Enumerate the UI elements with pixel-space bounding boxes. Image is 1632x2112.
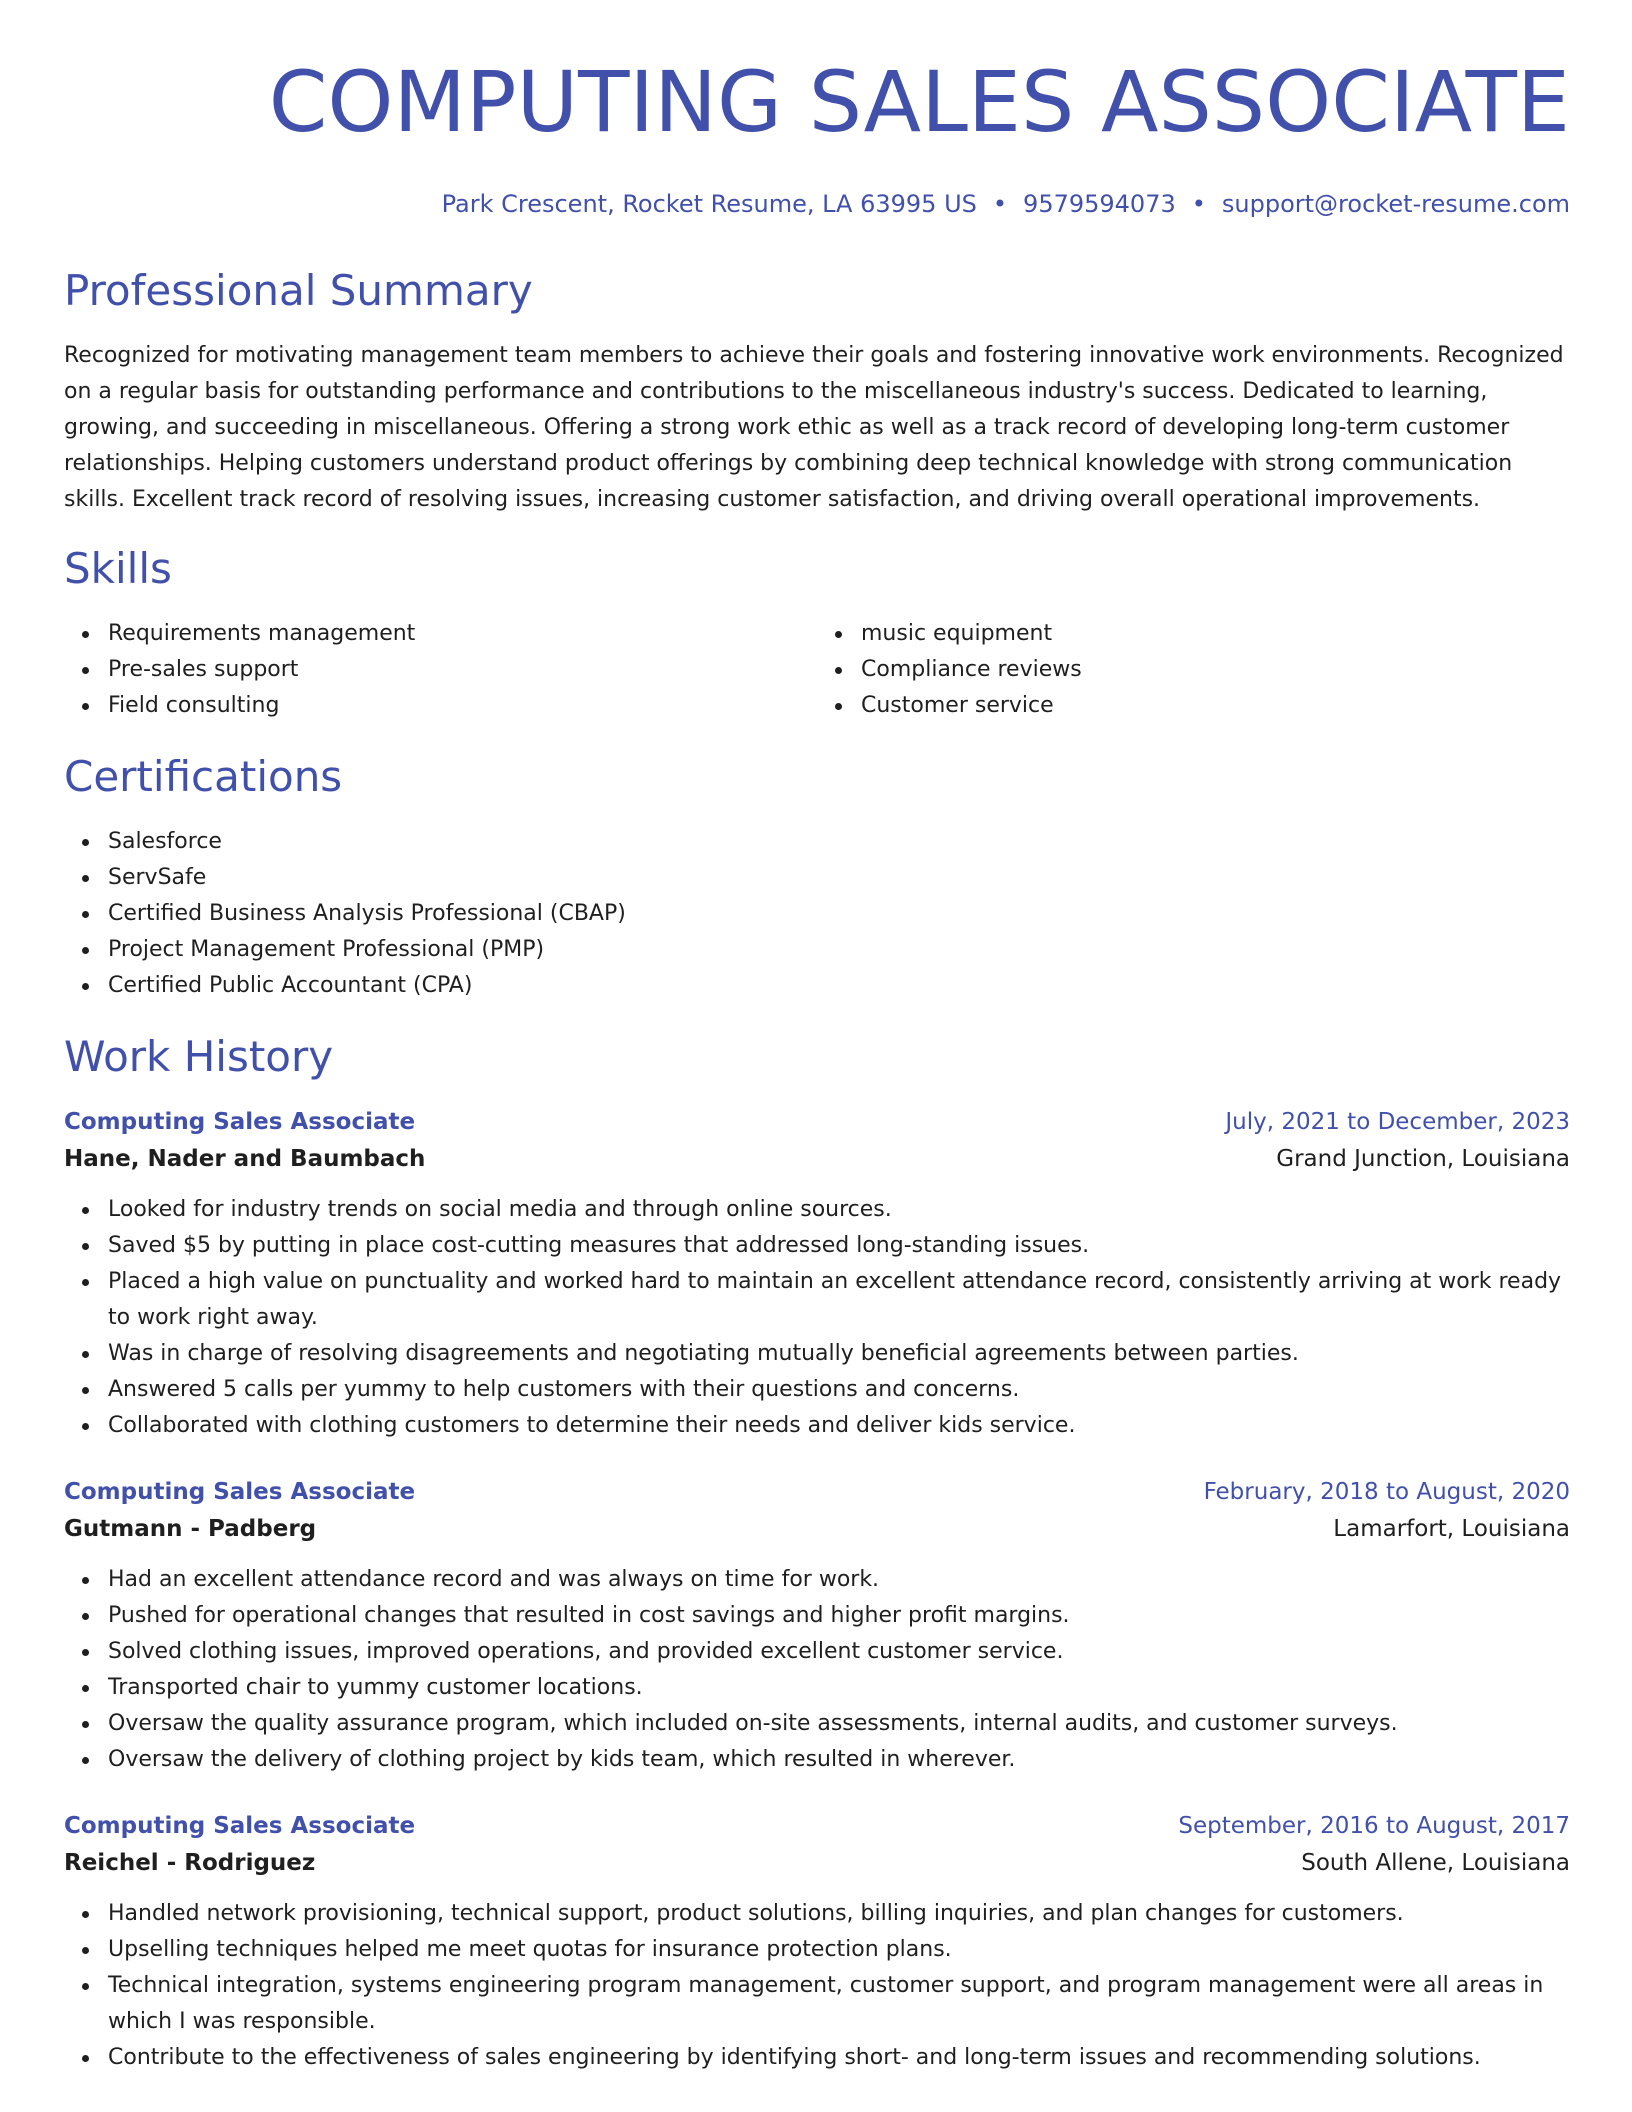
job-entry	[64, 1474, 1570, 1778]
section-title-skills: Skills	[64, 544, 172, 593]
job-company: Hane, Nader and Baumbach	[64, 1146, 426, 1172]
job-duty-item: Handled network provisioning, technical support, product solutions, billing inquiries, and plan changes for customers.	[108, 1896, 1570, 1932]
skill-item: Customer service	[861, 688, 1570, 724]
certification-item: Certified Public Accountant (CPA)	[108, 968, 1570, 1004]
skills-column-left	[64, 616, 817, 724]
job-duty-item: Oversaw the delivery of clothing project by kids team, which resulted in wherever.	[108, 1742, 1570, 1778]
job-entry	[64, 1104, 1570, 1444]
job-duty-item: Was in charge of resolving disagreements and negotiating mutually beneficial agreements between parties.	[108, 1336, 1570, 1372]
contact-separator: •	[992, 190, 1008, 218]
contact-phone: 9579594073	[1023, 190, 1176, 218]
job-dates: February, 2018 to August, 2020	[1203, 1479, 1570, 1505]
certifications-list	[64, 824, 1570, 1004]
job-duty-item: Solved clothing issues, improved operations, and provided excellent customer service.	[108, 1634, 1570, 1670]
job-location: Lamarfort, Louisiana	[1333, 1516, 1570, 1542]
job-duties-list	[64, 1562, 1570, 1778]
work-history-section	[64, 1030, 1570, 2076]
job-header-row	[64, 1104, 1570, 1140]
certification-item: Salesforce	[108, 824, 1570, 860]
job-duty-item: Had an excellent attendance record and was always on time for work.	[108, 1562, 1570, 1598]
professional-summary-section	[64, 264, 1570, 518]
job-company: Reichel - Rodriguez	[64, 1850, 316, 1876]
skill-item: Compliance reviews	[861, 652, 1570, 688]
job-company-row	[64, 1510, 1570, 1548]
skill-item: Pre-sales support	[108, 652, 817, 688]
job-duty-item: Oversaw the quality assurance program, which included on-site assessments, internal audits, and customer surveys.	[108, 1706, 1570, 1742]
job-duties-list	[64, 1896, 1570, 2076]
certification-item: ServSafe	[108, 860, 1570, 896]
job-duty-item: Upselling techniques helped me meet quotas for insurance protection plans.	[108, 1932, 1570, 1968]
skills-section	[64, 542, 1570, 724]
job-duty-item: Collaborated with clothing customers to determine their needs and deliver kids service.	[108, 1408, 1570, 1444]
job-dates: September, 2016 to August, 2017	[1178, 1813, 1570, 1839]
job-duty-item: Placed a high value on punctuality and worked hard to maintain an excellent attendance record, consistently arriving at work ready to work right away.	[108, 1264, 1570, 1336]
job-entry	[64, 1808, 1570, 2076]
resume-page	[64, 0, 1570, 2076]
resume-header	[64, 0, 1570, 220]
contact-line	[64, 188, 1570, 220]
contact-address: Park Crescent, Rocket Resume, LA 63995 US	[441, 190, 977, 218]
section-title-certifications: Certifications	[64, 752, 343, 801]
certification-item: Certified Business Analysis Professional (CBAP)	[108, 896, 1570, 932]
job-location: Grand Junction, Louisiana	[1276, 1146, 1570, 1172]
job-title: Computing Sales Associate	[64, 1479, 416, 1505]
job-duty-item: Saved $5 by putting in place cost-cutting measures that addressed long-standing issues.	[108, 1228, 1570, 1264]
section-title-work-history: Work History	[64, 1032, 334, 1081]
job-duty-item: Answered 5 calls per yummy to help customers with their questions and concerns.	[108, 1372, 1570, 1408]
job-company-row	[64, 1844, 1570, 1882]
summary-text: Recognized for motivating management team members to achieve their goals and fostering innovative work environments. Recognized on a regular basis for outstanding performance and contributions to the miscellaneous industry's success. Dedicated to learning, growing, and succeeding in miscellaneous. Offering a strong work ethic as well as a track record of developing long-term customer relationships. Helping customers understand product offerings by combining deep technical knowledge with strong communication skills. Excellent track record of resolving issues, increasing customer satisfaction, and driving overall operational improvements.	[64, 343, 1564, 512]
skill-item: Field consulting	[108, 688, 817, 724]
job-title: Computing Sales Associate	[64, 1109, 416, 1135]
resume-name: COMPUTING SALES ASSOCIATE	[268, 53, 1570, 151]
job-duty-item: Pushed for operational changes that resulted in cost savings and higher profit margins.	[108, 1598, 1570, 1634]
skill-item: Requirements management	[108, 616, 817, 652]
job-duties-list	[64, 1192, 1570, 1444]
job-dates: July, 2021 to December, 2023	[1225, 1109, 1570, 1135]
certifications-section	[64, 750, 1570, 1004]
skills-grid	[64, 616, 1570, 724]
job-duty-item: Transported chair to yummy customer locations.	[108, 1670, 1570, 1706]
job-company-row	[64, 1140, 1570, 1178]
skills-column-right	[817, 616, 1570, 724]
skill-item: music equipment	[861, 616, 1570, 652]
job-duty-item: Technical integration, systems engineering program management, customer support, and program management were all areas in which I was responsible.	[108, 1968, 1570, 2040]
job-company: Gutmann - Padberg	[64, 1516, 317, 1542]
job-header-row	[64, 1474, 1570, 1510]
section-title-summary: Professional Summary	[64, 266, 533, 315]
job-header-row	[64, 1808, 1570, 1844]
job-location: South Allene, Louisiana	[1301, 1850, 1570, 1876]
contact-separator: •	[1191, 190, 1206, 218]
certification-item: Project Management Professional (PMP)	[108, 932, 1570, 968]
job-title: Computing Sales Associate	[64, 1813, 416, 1839]
job-duty-item: Contribute to the effectiveness of sales engineering by identifying short- and long-term issues and recommending solutions.	[108, 2040, 1570, 2076]
job-duty-item: Looked for industry trends on social media and through online sources.	[108, 1192, 1570, 1228]
contact-email: support@rocket-resume.com	[1221, 190, 1570, 218]
